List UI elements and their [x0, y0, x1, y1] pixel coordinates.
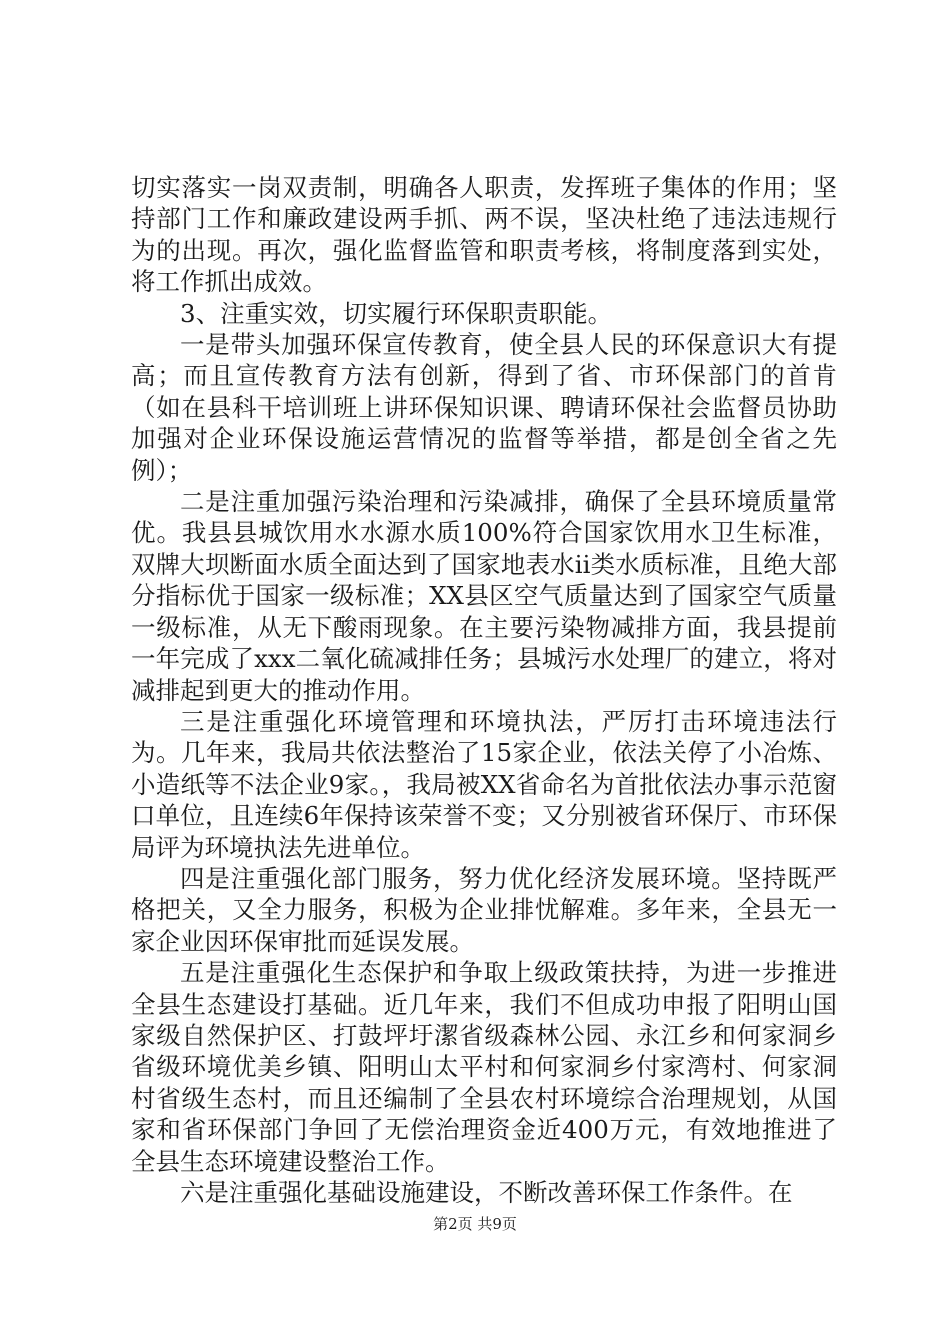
- paragraph-item-2: 二是注重加强污染治理和污染减排，确保了全县环境质量常优。我县县城饮用水水源水质100%符合国家饮用水卫生标准，双牌大坝断面水质全面达到了国家地表水ii类水质标准，且绝大部分指标优于国家一级标准；XX县区空气质量达到了国家空气质量一级标准，从无下酸雨现象。在主要污染物减排方面，我县提前一年完成了xxx二氧化硫减排任务；县城污水处理厂的建立，将对减排起到更大的推动作用。: [131, 487, 837, 705]
- paragraph-continuation: 切实落实一岗双责制，明确各人职责，发挥班子集体的作用；坚持部门工作和廉政建设两手抓、两不误，坚决杜绝了违法违规行为的出现。再次，强化监督监管和职责考核，将制度落到实处，将工作抓出成效。: [131, 173, 837, 297]
- paragraph-item-1: 一是带头加强环保宣传教育，使全县人民的环保意识大有提高；而且宣传教育方法有创新，得到了省、市环保部门的首肯（如在县科干培训班上讲环保知识课、聘请环保社会监督员协助加强对企业环保设施运营情况的监督等举措，都是创全省之先例）；: [131, 330, 837, 485]
- paragraph-item-3: 三是注重强化环境管理和环境执法，严厉打击环境违法行为。几年来，我局共依法整治了15家企业，依法关停了小冶炼、小造纸等不法企业9家。，我局被XX省命名为首批依法办事示范窗口单位，且连续6年保持该荣誉不变；又分别被省环保厅、市环保局评为环境执法先进单位。: [131, 706, 837, 862]
- document-body: [131, 172, 837, 1208]
- paragraph-item-5: 五是注重强化生态保护和争取上级政策扶持，为进一步推进全县生态建设打基础。近几年来，我们不但成功申报了阳明山国家级自然保护区、打鼓坪圩潔省级森林公园、永江乡和何家洞乡省级环境优美乡镇、阳明山太平村和何家洞乡付家湾村、何家洞村省级生态村，而且还编制了全县农村环境综合治理规划，从国家和省环保部门争回了无偿治理资金近400万元，有效地推进了全县生态环境建设整治工作。: [131, 958, 837, 1176]
- section-heading: 3、注重实效，切实履行环保职责职能。: [180, 298, 613, 328]
- page-number-footer: 第2页 共9页: [433, 1215, 517, 1233]
- paragraph-item-6: 六是注重强化基础设施建设，不断改善环保工作条件。在: [180, 1178, 793, 1207]
- paragraph-item-4: 四是注重强化部门服务，努力优化经济发展环境。坚持既严格把关，又全力服务，积极为企业排忧解难。多年来，全县无一家企业因环保审批而延误发展。: [131, 863, 837, 956]
